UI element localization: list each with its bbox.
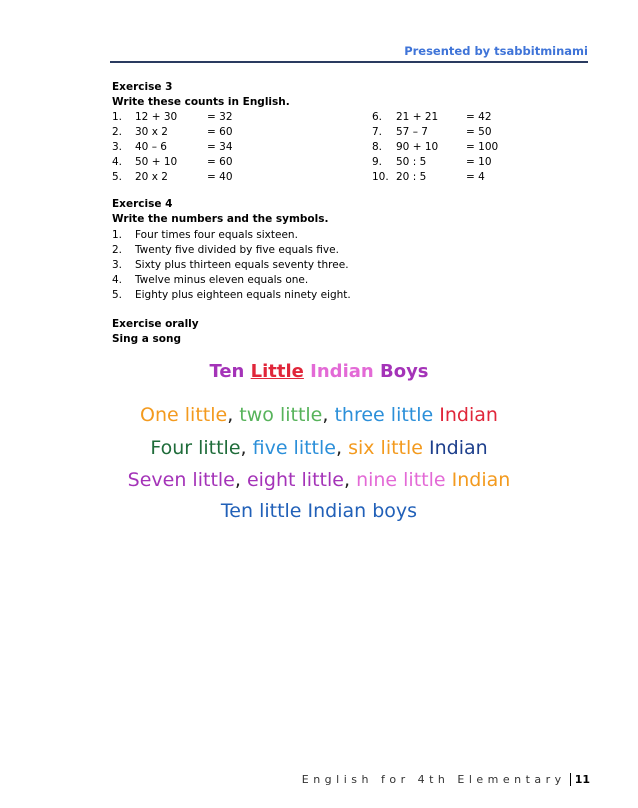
- page-number: 11: [570, 773, 590, 786]
- oral-exercise-instruction: Sing a song: [112, 333, 182, 345]
- exercise3-title: Exercise 3: [112, 81, 173, 93]
- exercise4-title: Exercise 4: [112, 198, 173, 210]
- song-title: Ten Little Indian Boys: [209, 361, 429, 382]
- song-line-1: One little, two little, three little Indian: [140, 404, 498, 426]
- song-line-3: Seven little, eight little, nine little Indian: [127, 469, 511, 491]
- exercise4-instruction: Write the numbers and the symbols.: [112, 213, 329, 225]
- song-line-2: Four little, five little, six little Indian: [150, 437, 488, 459]
- exercise3-instruction: Write these counts in English.: [112, 96, 290, 108]
- page-footer: [300, 773, 590, 786]
- song-line-4: Ten little Indian boys: [220, 500, 418, 522]
- oral-exercise-title: Exercise orally: [112, 318, 199, 330]
- footer-subject: English for 4th Elementary: [301, 773, 566, 786]
- page-header: [110, 44, 588, 63]
- presenter-credit: Presented by tsabbitminami: [404, 44, 588, 58]
